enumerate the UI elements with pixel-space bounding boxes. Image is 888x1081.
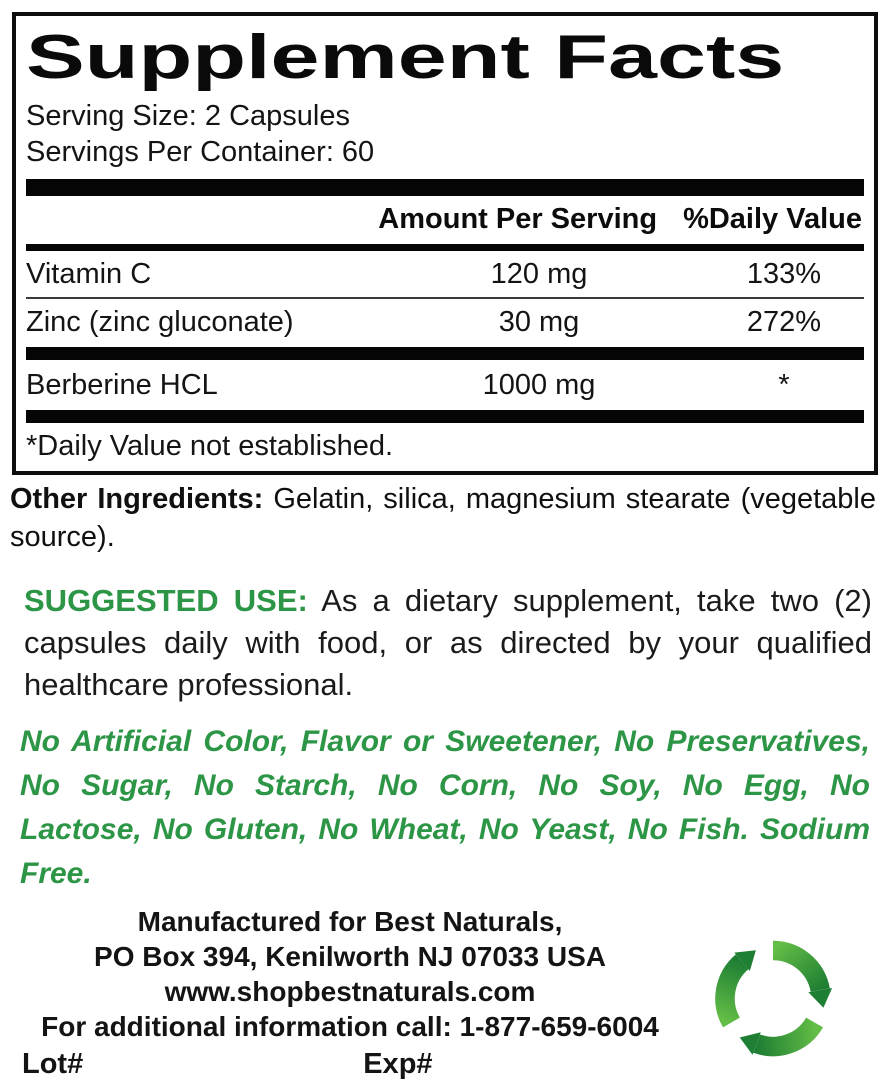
supplement-facts-panel — [12, 12, 878, 475]
table-row-berberine — [26, 362, 864, 408]
nutrient-daily-value: 133% — [746, 258, 822, 290]
nutrient-name: Berberine HCL — [26, 369, 218, 401]
claims-text: No Artificial Color, Flavor or Sweetener, No Preservatives, No Sugar, No Starch, No Corn, No Soy, No Egg, No Lactose, No Gluten, No Wheat, No Yeast, No Fish. Sodium Free. — [20, 725, 870, 890]
nutrient-name: Zinc (zinc gluconate) — [26, 306, 294, 338]
header-divider — [26, 244, 864, 251]
panel-title: Supplement Facts — [26, 23, 785, 92]
column-header-daily-value: %Daily Value — [683, 203, 862, 235]
servings-per-container-line: Servings Per Container: 60 — [26, 136, 375, 168]
suggested-use-text: As a dietary supplement, take two (2) capsules daily with food, or as directed by your qualified healthcare professional. — [24, 583, 872, 702]
phone-line: For additional information call: 1-877-659-6004 — [41, 1011, 659, 1042]
panel-title-row — [26, 20, 864, 98]
nutrient-amount: 120 mg — [490, 258, 588, 290]
nutrient-amount: 1000 mg — [482, 369, 596, 401]
serving-size-line: Serving Size: 2 Capsules — [26, 100, 350, 132]
address-line: PO Box 394, Kenilworth NJ 07033 USA — [94, 941, 606, 972]
nutrient-daily-value: * — [778, 369, 790, 401]
nutrient-amount: 30 mg — [498, 306, 580, 338]
column-header-amount: Amount Per Serving — [378, 203, 658, 235]
lot-number-label: Lot# — [22, 1048, 84, 1080]
supplement-label — [0, 12, 888, 1080]
suggested-use-label: SUGGESTED USE: — [24, 583, 308, 618]
suggested-use — [24, 580, 872, 706]
other-ingredients-label: Other Ingredients: — [10, 483, 264, 515]
exp-date-label: Exp# — [363, 1048, 433, 1080]
nutrient-name: Vitamin C — [26, 258, 152, 290]
website-text: www.shopbestnaturals.com — [164, 976, 536, 1007]
other-ingredients — [10, 480, 876, 556]
daily-value-footnote: *Daily Value not established. — [26, 430, 394, 462]
table-row-zinc — [26, 299, 864, 345]
footer — [0, 904, 888, 1081]
thick-divider-top — [26, 179, 864, 196]
nutrient-daily-value: 272% — [746, 306, 822, 338]
table-header-row — [26, 199, 864, 239]
row-divider-thick — [26, 410, 864, 423]
row-divider-thick — [26, 347, 864, 360]
recycle-icon — [694, 916, 852, 1066]
manufacturer-line: Manufactured for Best Naturals, — [137, 906, 563, 937]
other-ingredients-text: Gelatin, silica, magnesium stearate (vegetable source). — [10, 483, 877, 553]
table-row-vitamin-c — [26, 251, 864, 297]
